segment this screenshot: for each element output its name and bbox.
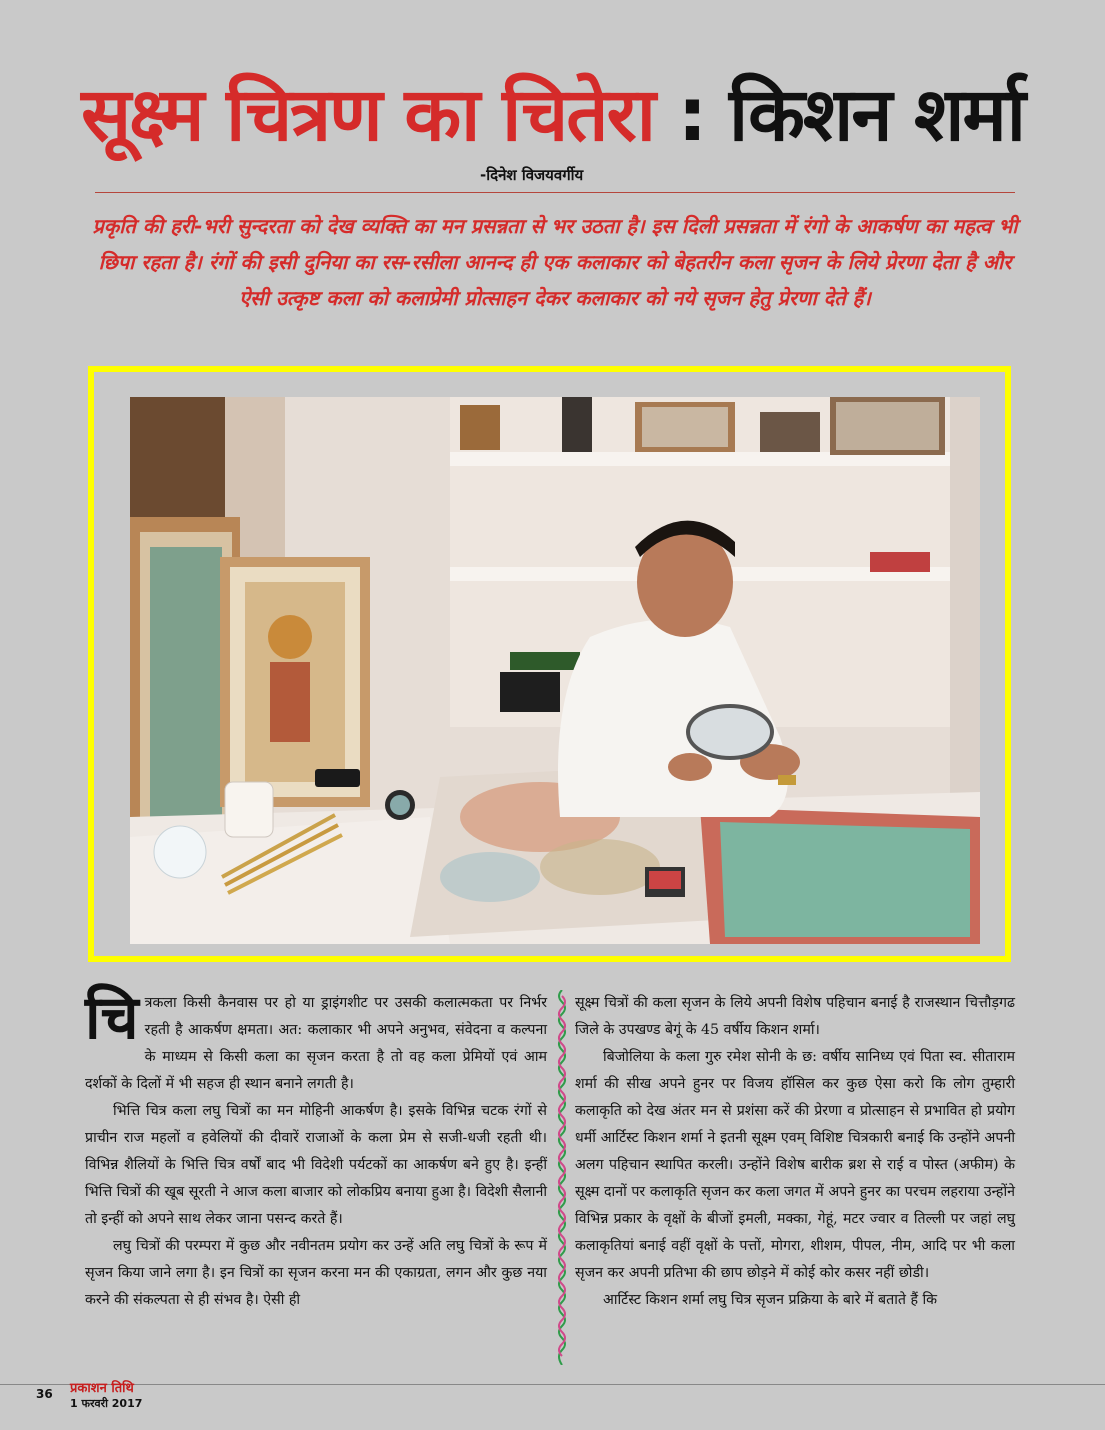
artist-photo (130, 397, 980, 944)
intro-paragraph: प्रकृति की हरी-भरी सुन्दरता को देख व्यक्ति का मन प्रसन्नता से भर उठता है। इस दिली प्रसन्नता में रंगो के आकर्षण का महत्व भी छिपा रहता है। रंगों की इसी दुनिया का रस-रसीला आनन्द ही एक कलाकार को बेहतरीन कला सृजन के लिये प्रेरणा देता है और ऐसी उत्कृष्ट कला को कलाप्रेमी प्रोत्साहन देकर कलाकार को नये सृजन हेतु प्रेरणा देते हैं। (92, 214, 1018, 310)
right-paragraph-1: सूक्ष्म चित्रों की कला सृजन के लिये अपनी विशेष पहिचान बनाई है राजस्थान चित्तौड़गढ जिले के उपखण्ड बेगूं के 45 वर्षीय किशन शर्मा। (575, 995, 1015, 1038)
left-paragraph-1 (85, 983, 547, 1098)
left-paragraph-2: भित्ति चित्र कला लघु चित्रों का मन मोहिनी आकर्षण है। इसके विभिन्न चटक रंगों से प्राचीन राज महलों व हवेलियों की दीवारें राजाओं के कला प्रेम से सजी-धजी रहती थी। विभिन्न शैलियों के भित्ति चित्र वर्षों बाद भी विदेशी पर्यटकों का आकर्षण बने हुए है। इन्हीं भित्ति चित्रों की खूब सूरती ने आज कला बाजार को लोकप्रिय बनाया हुआ है। विदेशी सैलानी तो इन्हीं को अपने साथ लेकर जाना पसन्द करते हैं। (85, 1103, 547, 1227)
column-divider (556, 990, 568, 1365)
dropcap: चि (85, 983, 139, 1053)
right-paragraph-2: बिजोलिया के कला गुरु रमेश सोनी के छ: वर्षीय सानिध्य एवं पिता स्व. सीताराम शर्मा की सीख अपने हुनर पर विजय हॉसिल कर कुछ ऐसा करो कि लोग तुम्हारी कलाकृति को देख अंतर मन से प्रशंसा करें की प्रेरणा व प्रोत्साहन से प्रभावित हो प्रयोग धर्मी आर्टिस्ट किशन शर्मा ने इतनी सूक्ष्म एवम् विशिष्ट चित्रकारी बनाई कि उन्होंने अपनी अलग पहिचान स्थापित करली। उन्होंने विशेष बारीक ब्रश से राई व पोस्त (अफीम) के सूक्ष्म दानों पर कलाकृति सृजन कर कला जगत में अपने हुनर का परचम लहराया उन्होंने विभिन्न प्रकार के वृक्षों के बीजों इमली, मक्का, गेहूं, मटर ज्वार व तिल्ली पर जहां लघु कलाकृतियां बनाई वहीं वृक्षों के पत्तों, मोगरा, शीशम, पीपल, नीम, आदि पर भी कला सृजन कर अपनी प्रतिभा की छाप छोड़ने में कोई कोर कसर नहीं छोडी। (575, 1049, 1015, 1281)
divider-rule (95, 192, 1015, 193)
magazine-name: प्रकाशन तिथि (70, 1381, 134, 1396)
left-paragraph-3: लघु चित्रों की परम्परा में कुछ और नवीनतम प्रयोग कर उन्हें अति लघु चित्रों के रूप में सृजन किया जाने लगा है। इन चित्रों का सृजन करना मन की एकाग्रता, लगन और कुछ नया करने की संकल्पता से ही संभव है। ऐसी ही (85, 1238, 547, 1308)
left-column (85, 983, 547, 1314)
right-column (575, 990, 1015, 1314)
left-paragraph-1-text: त्रकला किसी कैनवास पर हो या ड्राइंगशीट पर उसकी कलात्मकता पर निर्भर रहती है आकर्षण क्षमता। अत: कलाकार भी अपने अनुभव, संवेदना व कल्पना के माध्यम से किसी कला का सृजन करता है तो वह कला प्रेमियों एवं आम दर्शकों के दिलों में भी सहज ही स्थान बनाने लगती है। (85, 995, 547, 1092)
article-title (0, 70, 1105, 160)
issue-date: 1 फरवरी 2017 (70, 1397, 143, 1410)
author-byline: -दिनेश विजयवर्गीय (480, 166, 584, 184)
right-paragraph-3: आर्टिस्ट किशन शर्मा लघु चित्र सृजन प्रक्रिया के बारे में बताते हैं कि (603, 1292, 938, 1308)
title-red-part: सूक्ष्म चित्रण का चितेरा (81, 72, 654, 158)
title-black-part: : किशन शर्मा (677, 72, 1024, 158)
page-number: 36 (36, 1387, 53, 1401)
